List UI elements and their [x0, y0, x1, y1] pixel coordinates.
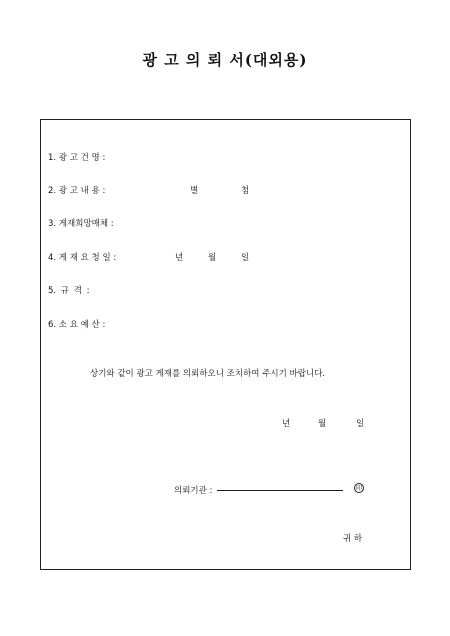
signature-line	[217, 490, 343, 491]
date-month-unit: 월	[318, 419, 327, 429]
seal-mark: 印	[355, 485, 362, 492]
date-year-unit: 년	[282, 419, 291, 429]
publish-day-unit: 일	[241, 253, 250, 263]
request-sentence: 상기와 같이 광고 게재를 의뢰하오니 조치하여 주시기 바랍니다.	[90, 369, 326, 379]
date-day-unit: 일	[356, 419, 365, 429]
item-label-media: 3. 게재희망매체 :	[48, 219, 114, 229]
ad-content-value-attached: 첨	[241, 186, 250, 196]
item-label-publish-date: 4. 게 재 요 청 일 :	[48, 253, 117, 263]
publish-month-unit: 월	[208, 253, 217, 263]
item-label-ad-content: 2. 광 고 내 용 :	[48, 186, 106, 196]
publish-year-unit: 년	[175, 253, 184, 263]
ad-content-value-separate: 별	[190, 186, 199, 196]
document-title: 광 고 의 뢰 서(대외용)	[142, 51, 308, 69]
item-label-budget: 6. 소 요 예 산 :	[48, 320, 106, 330]
item-label-size: 5. 규 격 :	[48, 286, 90, 296]
requesting-org-label: 의뢰기관 :	[174, 486, 213, 496]
item-label-ad-title: 1. 광 고 건 명 :	[48, 153, 106, 163]
recipient-honorific: 귀 하	[343, 534, 363, 544]
